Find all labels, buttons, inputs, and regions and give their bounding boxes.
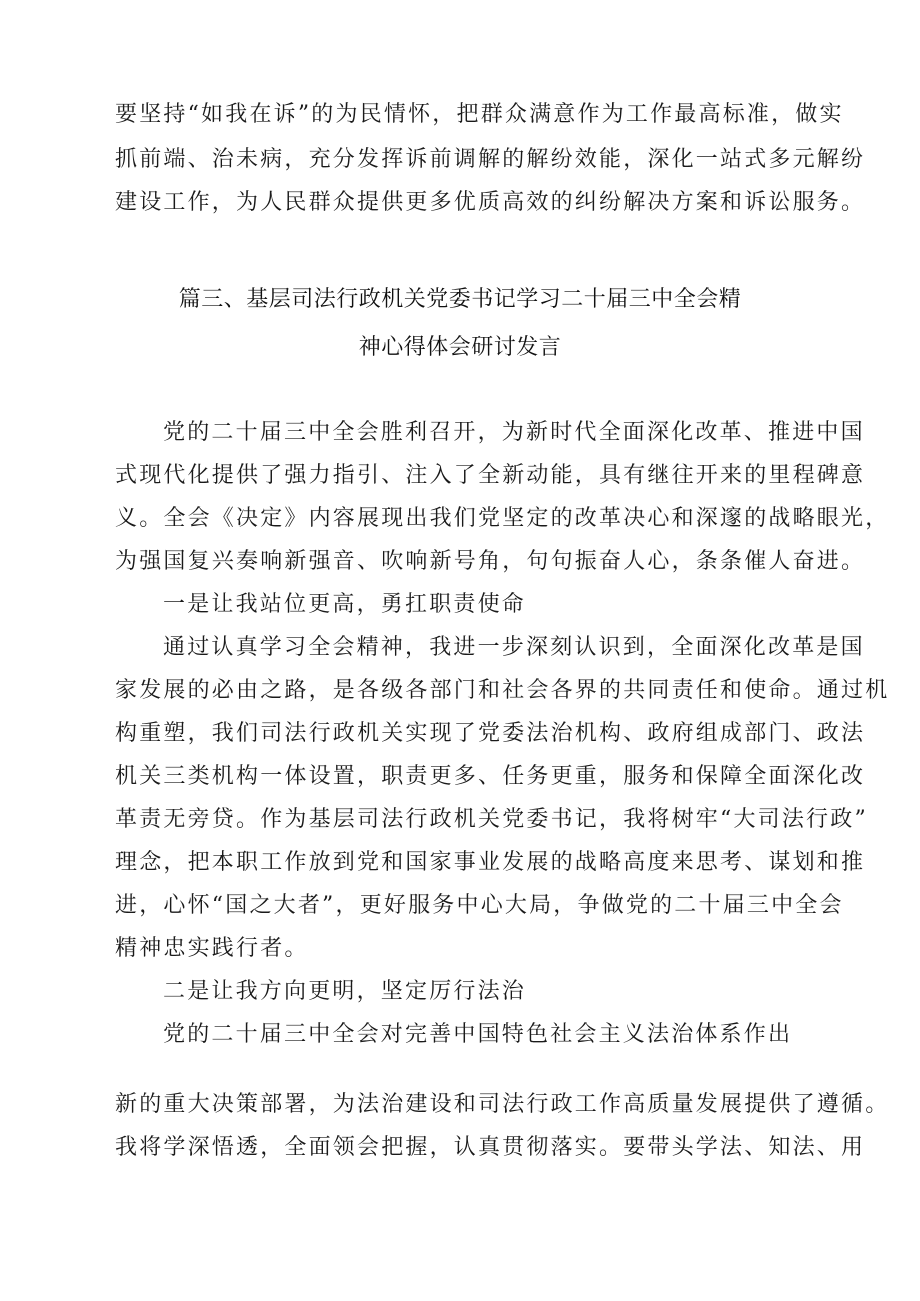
section-2-heading: 二是让我方向更明，坚定厉行法治 (163, 979, 527, 1004)
section-1-line-7: 进，心怀“国之大者”，更好服务中心大局，争做党的二十届三中全会 (115, 893, 844, 918)
section-1-line-3: 构重塑，我们司法行政机关实现了党委法治机构、政府组成部门、政法 (115, 721, 866, 746)
section-1-line-2: 家发展的必由之路，是各级各部门和社会各界的共同责任和使命。通过机 (115, 678, 890, 703)
section-1-line-8: 精神忠实践行者。 (115, 936, 309, 961)
section-2-line-1: 党的二十届三中全会对完善中国特色社会主义法治体系作出 (163, 1022, 793, 1047)
intro-line-1: 要坚持“如我在诉”的为民情怀，把群众满意作为工作最高标准，做实 (115, 102, 844, 127)
article-title-line-1: 篇三、基层司法行政机关党委书记学习二十届三中全会精 (178, 287, 742, 312)
intro-line-2: 抓前端、治未病，充分发挥诉前调解的解纷效能，深化一站式多元解纷 (115, 147, 866, 172)
section-2-line-2: 新的重大决策部署，为法治建设和司法行政工作高质量发展提供了遵循。 (115, 1092, 890, 1117)
section-1-line-5: 革责无旁贷。作为基层司法行政机关党委书记，我将树牢“大司法行政” (115, 807, 868, 832)
paragraph-1-line-1: 党的二十届三中全会胜利召开，为新时代全面深化改革、推进中国 (163, 420, 865, 445)
intro-line-3: 建设工作，为人民群众提供更多优质高效的纠纷解决方案和诉讼服务。 (115, 190, 866, 215)
paragraph-1-line-2: 式现代化提供了强力指引、注入了全新动能，具有继往开来的里程碑意 (115, 463, 866, 488)
section-1-heading: 一是让我站位更高，勇扛职责使命 (163, 592, 527, 617)
paragraph-1-line-3: 义。全会《决定》内容展现出我们党坚定的改革决心和深邃的战略眼光， (115, 506, 890, 531)
section-1-line-6: 理念，把本职工作放到党和国家事业发展的战略高度来思考、谋划和推 (115, 850, 866, 875)
article-title-line-2: 神心得体会研讨发言 (358, 335, 562, 360)
paragraph-1-line-4: 为强国复兴奏响新强音、吹响新号角，句句振奋人心，条条催人奋进。 (115, 549, 866, 574)
section-2-line-3: 我将学深悟透，全面领会把握，认真贯彻落实。要带头学法、知法、用 (115, 1135, 866, 1160)
section-1-line-4: 机关三类机构一体设置，职责更多、任务更重，服务和保障全面深化改 (115, 764, 866, 789)
section-1-line-1: 通过认真学习全会精神，我进一步深刻认识到，全面深化改革是国 (163, 635, 865, 660)
